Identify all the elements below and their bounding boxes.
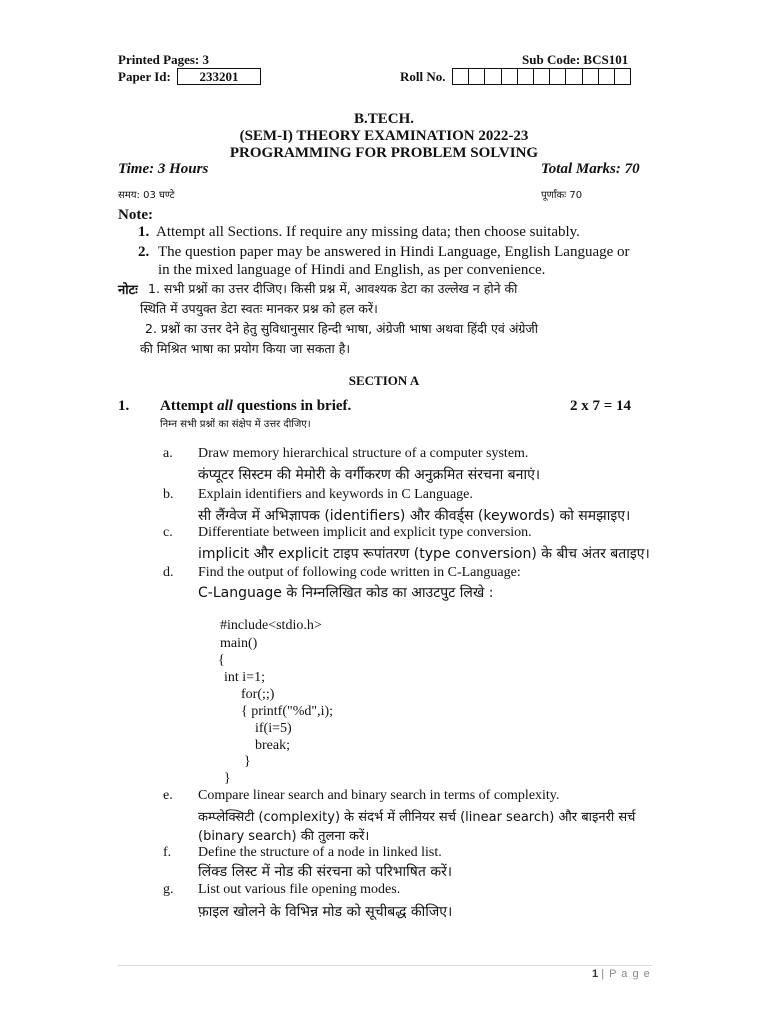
code-line: } bbox=[244, 754, 251, 769]
q-e-label: e. bbox=[163, 788, 173, 803]
q-a-hindi: कंप्यूटर सिस्टम की मेमोरी के वर्गीकरण की अनुक्रमित संरचना बनाएं। bbox=[198, 467, 541, 483]
printed-pages: Printed Pages: 3 bbox=[118, 52, 209, 67]
roll-no-label: Roll No. bbox=[400, 69, 446, 84]
time-label: Time: 3 Hours bbox=[118, 161, 209, 177]
note-2-number: 2. bbox=[138, 244, 150, 260]
instruction-all: all bbox=[217, 398, 233, 414]
q-g-english: List out various file opening modes. bbox=[198, 882, 401, 897]
code-line: for(;;) bbox=[241, 687, 275, 702]
code-line: if(i=5) bbox=[255, 721, 292, 736]
paper-id-box bbox=[177, 68, 261, 85]
note-1-number: 1. bbox=[138, 224, 150, 240]
q-d-hindi: C-Language के निम्नलिखित कोड का आउटपुट लिखे : bbox=[198, 585, 494, 601]
note-hindi-1-line1: 1. सभी प्रश्नों का उत्तर दीजिए। किसी प्रश्न में, आवश्यक डेटा का उल्लेख न होने की bbox=[148, 281, 518, 296]
note-2-text-line1: The question paper may be answered in Hindi Language, English Language or bbox=[158, 244, 630, 260]
code-line: int i=1; bbox=[224, 670, 265, 685]
section-title: SECTION A bbox=[348, 373, 420, 388]
sub-code: Sub Code: BCS101 bbox=[522, 52, 629, 67]
roll-cell bbox=[614, 68, 631, 85]
note-2-text-line2: in the mixed language of Hindi and English, as per convenience. bbox=[158, 262, 546, 278]
footer-rule bbox=[118, 965, 652, 966]
roll-cell bbox=[452, 68, 469, 85]
title-exam: (SEM-I) THEORY EXAMINATION 2022-23 bbox=[239, 128, 529, 144]
total-marks: Total Marks: 70 bbox=[541, 161, 640, 177]
roll-cell bbox=[582, 68, 599, 85]
note-1-text: Attempt all Sections. If require any missing data; then choose suitably. bbox=[156, 224, 580, 240]
q-d-english: Find the output of following code written in C-Language: bbox=[198, 565, 521, 580]
q-g-hindi: फ़ाइल खोलने के विभिन्न मोड को सूचीबद्ध कीजिए। bbox=[198, 904, 453, 920]
note-hindi-2-line1: 2. प्रश्नों का उत्तर देने हेतु सुविधानुसार हिन्दी भाषा, अंग्रेजी भाषा अथवा हिंदी एवं अंग्रेजी bbox=[145, 321, 538, 336]
roll-cell bbox=[468, 68, 485, 85]
q-e-hindi-line2: (binary search) की तुलना करें। bbox=[198, 829, 370, 844]
note-hindi-2-line2: की मिश्रित भाषा का प्रयोग किया जा सकता है। bbox=[140, 341, 351, 356]
code-line: #include<stdio.h> bbox=[220, 618, 322, 633]
question-instruction bbox=[160, 398, 351, 415]
question-instruction-hindi: निम्न सभी प्रश्नों का संक्षेप में उत्तर दीजिए। bbox=[160, 419, 311, 430]
roll-cell bbox=[549, 68, 566, 85]
instruction-pre: Attempt bbox=[160, 398, 218, 414]
q-e-english: Compare linear search and binary search in terms of complexity. bbox=[198, 788, 560, 803]
page-footer bbox=[592, 968, 651, 980]
q-b-hindi: सी लैंग्वेज में अभिज्ञापक (identifiers) और कीवर्ड्स (keywords) को समझाइए। bbox=[198, 508, 631, 524]
time-hindi: समय: 03 घण्टे bbox=[118, 190, 175, 201]
q-f-label: f. bbox=[163, 845, 172, 860]
note-label: Note: bbox=[118, 207, 153, 223]
q-f-english: Define the structure of a node in linked list. bbox=[198, 845, 442, 860]
q-c-english: Differentiate between implicit and explicit type conversion. bbox=[198, 525, 532, 540]
roll-no-boxes bbox=[452, 68, 631, 85]
marks-hindi: पूर्णांकः 70 bbox=[541, 190, 583, 201]
q-c-hindi: implicit और explicit टाइप रूपांतरण (type conversion) के बीच अंतर बताइए। bbox=[198, 546, 650, 562]
roll-cell bbox=[484, 68, 501, 85]
instruction-post: questions in brief. bbox=[232, 398, 352, 414]
code-line: } bbox=[224, 771, 231, 786]
q-c-label: c. bbox=[163, 525, 173, 540]
roll-cell bbox=[517, 68, 534, 85]
q-a-label: a. bbox=[163, 446, 173, 461]
question-marks: 2 x 7 = 14 bbox=[570, 398, 632, 414]
q-b-english: Explain identifiers and keywords in C Language. bbox=[198, 487, 473, 502]
roll-cell bbox=[533, 68, 550, 85]
code-line: break; bbox=[255, 738, 290, 753]
page-word: | P a g e bbox=[601, 968, 651, 980]
roll-cell bbox=[598, 68, 615, 85]
code-line: main() bbox=[220, 636, 258, 651]
question-number: 1. bbox=[118, 398, 130, 414]
paper-id-value: 233201 bbox=[199, 69, 239, 84]
roll-cell bbox=[565, 68, 582, 85]
q-f-hindi: लिंक्ड लिस्ट में नोड की संरचना को परिभाषित करें। bbox=[198, 864, 453, 880]
q-d-label: d. bbox=[163, 565, 174, 580]
title-subject: PROGRAMMING FOR PROBLEM SOLVING bbox=[229, 145, 539, 161]
q-e-hindi-line1: कम्प्लेक्सिटी (complexity) के संदर्भ में लीनियर सर्च (linear search) और बाइनरी सर्च bbox=[198, 810, 636, 825]
code-line: { printf("%d",i); bbox=[241, 704, 334, 719]
q-g-label: g. bbox=[163, 882, 174, 897]
title-degree: B.TECH. bbox=[353, 111, 414, 127]
q-a-english: Draw memory hierarchical structure of a computer system. bbox=[198, 446, 529, 461]
note-hindi-label: नोटः bbox=[118, 283, 138, 298]
note-hindi-1-line2: स्थिति में उपयुक्त डेटा स्वतः मानकर प्रश्न को हल करें। bbox=[140, 301, 378, 316]
roll-cell bbox=[501, 68, 518, 85]
paper-id-label: Paper Id: bbox=[118, 69, 171, 84]
code-line: { bbox=[218, 653, 225, 668]
page-number: 1 bbox=[592, 968, 599, 980]
q-b-label: b. bbox=[163, 487, 174, 502]
